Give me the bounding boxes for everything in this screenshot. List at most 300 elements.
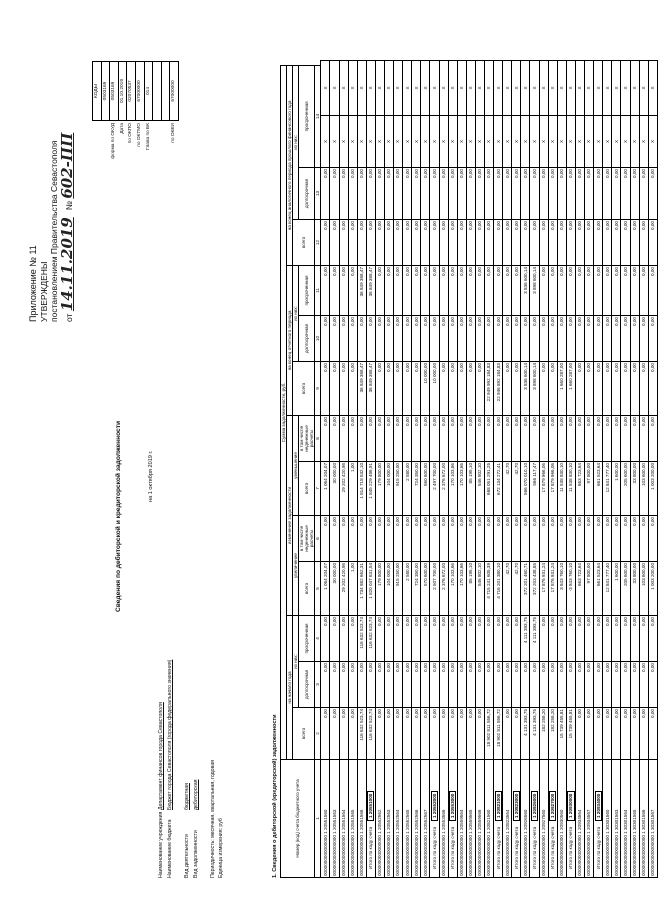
value-cell: 0,00: [566, 516, 575, 562]
value-cell: 1 064 204,07: [321, 462, 330, 516]
value-cell: 0,00: [339, 708, 348, 760]
value-cell: 0,00: [384, 708, 393, 760]
value-cell: 672 134 272,41: [494, 462, 503, 516]
value-cell: 0,00: [594, 362, 603, 416]
value-cell: 0,00: [603, 662, 612, 708]
value-cell: 0,00: [403, 362, 412, 416]
value-cell: 0,00: [412, 220, 421, 266]
header-increase-noncash: в том числе неденежные расчеты: [299, 516, 315, 562]
value-cell: 0,00: [357, 516, 366, 562]
value-cell: 0,00: [585, 616, 594, 662]
value-cell: 0,00: [548, 516, 557, 562]
value-cell: 0,00: [639, 662, 648, 708]
account-cell: [394, 760, 403, 878]
header-start-total: всего: [293, 708, 315, 760]
codes-value: [153, 62, 162, 121]
value-cell: 30 000,00: [330, 562, 339, 616]
header-start-incl: из них:: [293, 616, 299, 708]
value-cell: 0,00: [521, 662, 530, 708]
account-text: 0000000000000000 1 20552565: [404, 809, 410, 876]
table-row: [394, 61, 403, 878]
account-cell: [330, 760, 339, 878]
value-cell: 0,00: [530, 416, 539, 462]
value-cell: 0,00: [594, 266, 603, 316]
value-cell: 0,00: [466, 416, 475, 462]
value-cell: 0,00: [485, 220, 494, 266]
value-cell: X: [630, 116, 639, 168]
value-cell: 29 202 420,98: [339, 462, 348, 516]
table-row: [403, 61, 412, 878]
table-total-row: [548, 61, 557, 878]
value-cell: 0,00: [339, 220, 348, 266]
value-cell: 0,00: [348, 708, 357, 760]
value-cell: 0,00: [594, 316, 603, 362]
codes-row: [161, 62, 170, 207]
value-cell: 11 538 830,10: [557, 462, 566, 516]
account-code-box: 1 20821000: [495, 791, 502, 821]
value-cell: 1 814 718 532,10: [357, 462, 366, 516]
value-cell: 12 841 777,40: [603, 562, 612, 616]
value-cell: 0,00: [630, 708, 639, 760]
value-cell: 1 064 204,07: [321, 562, 330, 616]
account-cell: [485, 760, 494, 878]
value-cell: 0,00: [403, 220, 412, 266]
account-text: 0000000000000000 1 20823564: [504, 809, 510, 876]
value-cell: 1 820 047 631,54: [366, 562, 375, 616]
value-cell: 0,00: [594, 416, 603, 462]
value-cell: 4 716 201 380,10: [494, 562, 503, 616]
value-cell: X: [466, 61, 475, 116]
info-label: Периодичность: месячная, квартальная, годовая: [209, 760, 216, 878]
value-cell: 0,00: [430, 220, 439, 266]
value-cell: 0,00: [648, 416, 657, 462]
table-row: [612, 61, 621, 878]
value-cell: 0,00: [475, 316, 484, 362]
value-cell: 17 879 966,06: [548, 462, 557, 516]
value-cell: X: [575, 61, 584, 116]
value-cell: 0,00: [566, 168, 575, 220]
account-text: 0000000000000000 1 20559565: [468, 809, 474, 876]
value-cell: X: [548, 116, 557, 168]
value-cell: 0,00: [639, 416, 648, 462]
value-cell: 0,00: [485, 316, 494, 362]
value-cell: X: [366, 116, 375, 168]
value-cell: 0,00: [639, 168, 648, 220]
value-cell: 0,00: [430, 168, 439, 220]
table-row: [639, 61, 648, 878]
value-cell: 3 898 600,14: [530, 266, 539, 316]
value-cell: 0,00: [512, 516, 521, 562]
value-cell: 0,00: [339, 416, 348, 462]
account-text: 0000000000000000 1 20552562: [377, 809, 383, 876]
value-cell: X: [485, 116, 494, 168]
value-cell: 0,00: [430, 616, 439, 662]
value-cell: 0,00: [566, 266, 575, 316]
value-cell: 0,00: [394, 416, 403, 462]
value-cell: X: [575, 116, 584, 168]
value-cell: X: [639, 116, 648, 168]
header-start-long: долгосрочная: [299, 662, 315, 708]
value-cell: X: [494, 61, 503, 116]
value-cell: 0,00: [348, 616, 357, 662]
value-cell: X: [539, 116, 548, 168]
value-cell: X: [339, 61, 348, 116]
account-text: 0000000000000000 1 20551560: [322, 809, 328, 876]
table-row: [375, 61, 384, 878]
value-cell: 36 849 368,47: [366, 266, 375, 316]
value-cell: 0,00: [521, 516, 530, 562]
codes-label: Дата: [119, 123, 125, 134]
decree-number: 602-ПП: [57, 132, 76, 199]
account-text: 0000000000000000 1 20552564: [395, 809, 401, 876]
value-cell: 0,00: [384, 616, 393, 662]
value-cell: 0,00: [594, 616, 603, 662]
account-text: 0000000000000000 1 20551566: [359, 809, 365, 876]
value-cell: 0,00: [412, 516, 421, 562]
table-row: [384, 61, 393, 878]
column-number: 5: [315, 562, 321, 616]
value-cell: 0,00: [575, 708, 584, 760]
value-cell: 205 600,00: [621, 562, 630, 616]
account-cell: [539, 760, 548, 878]
value-cell: 18 902 811 556,72: [485, 708, 494, 760]
codes-value: 01.10.2019: [118, 62, 127, 121]
value-cell: 0,00: [384, 266, 393, 316]
codes-label: [153, 121, 162, 207]
value-cell: 0,00: [575, 516, 584, 562]
value-cell: 0,00: [485, 662, 494, 708]
value-cell: 0,00: [357, 316, 366, 362]
value-cell: 1,00: [348, 462, 357, 516]
value-cell: 42,70: [503, 462, 512, 516]
value-cell: 0,00: [357, 168, 366, 220]
column-number: 11: [315, 266, 321, 316]
value-cell: 0,00: [557, 168, 566, 220]
value-cell: 0,00: [639, 616, 648, 662]
value-cell: 0,00: [521, 220, 530, 266]
value-cell: 0,00: [630, 416, 639, 462]
account-text: 0000000000000000 1 20934564: [577, 809, 583, 876]
value-cell: 0,00: [348, 266, 357, 316]
value-cell: 0,00: [566, 316, 575, 362]
value-cell: 724 350,00: [412, 462, 421, 516]
codes-label: форма по ОКУД: [111, 123, 117, 159]
account-cell: [375, 760, 384, 878]
value-cell: 0,00: [557, 616, 566, 662]
value-cell: 566 070 010,10: [521, 462, 530, 516]
value-cell: 372 203 438,85: [530, 562, 539, 616]
value-cell: 0,00: [366, 516, 375, 562]
value-cell: 0,00: [503, 220, 512, 266]
account-text: Итого по коду счета: [513, 826, 519, 869]
value-cell: 0,00: [330, 266, 339, 316]
value-cell: 0,00: [439, 316, 448, 362]
value-cell: X: [557, 116, 566, 168]
codes-row: [144, 62, 153, 207]
account-code-box: 1 20927000: [549, 791, 556, 821]
value-cell: 0,00: [503, 316, 512, 362]
column-number: 2: [315, 708, 321, 760]
value-cell: 0,00: [612, 708, 621, 760]
value-cell: 0,00: [612, 662, 621, 708]
account-text: 0000000000000000 1 30301560: [604, 809, 610, 876]
value-cell: 85 195,10: [466, 562, 475, 616]
table-total-row: [494, 61, 503, 878]
value-cell: 0,00: [321, 516, 330, 562]
value-cell: 0,00: [621, 662, 630, 708]
value-cell: X: [466, 116, 475, 168]
value-cell: 0,00: [403, 316, 412, 362]
value-cell: 0,00: [566, 616, 575, 662]
account-cell: [439, 760, 448, 878]
value-cell: 0,00: [648, 516, 657, 562]
column-number: 7: [315, 462, 321, 516]
account-code-box: 1 20930000: [567, 791, 574, 821]
info-value: Департамент финансов города Севастополя: [158, 702, 165, 810]
value-cell: -3 843 760,10: [566, 562, 575, 616]
value-cell: 104 000,00: [384, 562, 393, 616]
table-row: [603, 61, 612, 878]
value-cell: 0,00: [466, 266, 475, 316]
account-cell: [557, 760, 566, 878]
value-cell: 3 898 600,14: [530, 362, 539, 416]
table-row: [557, 61, 566, 878]
value-cell: 0,00: [375, 708, 384, 760]
section-title: 1. Сведения о дебиторской (кредиторской) задолженности: [272, 714, 278, 878]
value-cell: 0,00: [330, 662, 339, 708]
value-cell: 0,00: [630, 516, 639, 562]
info-row: [184, 660, 193, 878]
account-cell: [575, 760, 584, 878]
column-number: 8: [315, 416, 321, 462]
value-cell: 0,00: [603, 220, 612, 266]
value-cell: 0,00: [648, 168, 657, 220]
table-total-row: [430, 61, 439, 878]
codes-value: 67000000: [170, 62, 179, 121]
value-cell: 0,00: [339, 316, 348, 362]
account-code-box: 1 20551000: [367, 791, 374, 821]
account-cell: [530, 760, 539, 878]
value-cell: 663 723,64: [575, 562, 584, 616]
value-cell: 0,00: [384, 168, 393, 220]
value-cell: 0,00: [548, 220, 557, 266]
value-cell: 0,00: [330, 616, 339, 662]
value-cell: 0,00: [394, 362, 403, 416]
value-cell: X: [521, 61, 530, 116]
value-cell: 104 000,00: [384, 462, 393, 516]
table-row: [539, 61, 548, 878]
value-cell: 15 739 455,81: [566, 708, 575, 760]
value-cell: 2 497 700,00: [430, 462, 439, 516]
table-row: [439, 61, 448, 878]
value-cell: 0,00: [612, 316, 621, 362]
header-start-overdue: просроченная: [299, 616, 315, 662]
value-cell: 0,00: [630, 168, 639, 220]
value-cell: 0,00: [412, 168, 421, 220]
value-cell: 0,00: [466, 316, 475, 362]
account-text: 0000000000000000 1 20551563: [331, 809, 337, 876]
value-cell: 0,00: [412, 416, 421, 462]
value-cell: 15 739 455,81: [557, 708, 566, 760]
value-cell: 0,00: [539, 616, 548, 662]
value-cell: 0,00: [394, 266, 403, 316]
value-cell: 1,00: [348, 562, 357, 616]
value-cell: 36 849 368,47: [366, 362, 375, 416]
table-row: [621, 61, 630, 878]
value-cell: 97 800,00: [585, 462, 594, 516]
value-cell: 0,00: [566, 662, 575, 708]
value-cell: 0,00: [485, 516, 494, 562]
value-cell: 0,00: [357, 220, 366, 266]
value-cell: X: [594, 61, 603, 116]
value-cell: 0,00: [412, 266, 421, 316]
value-cell: 0,00: [594, 516, 603, 562]
value-cell: 3 843 760,10: [557, 562, 566, 616]
approved-label: УТВЕРЖДЕНЫ: [38, 261, 49, 322]
value-cell: 0,00: [621, 616, 630, 662]
value-cell: 0,00: [330, 168, 339, 220]
value-cell: 0,00: [648, 708, 657, 760]
value-cell: 0,00: [421, 708, 430, 760]
value-cell: 0,00: [648, 662, 657, 708]
value-cell: 0,00: [466, 516, 475, 562]
account-cell: [494, 760, 503, 878]
value-cell: X: [384, 116, 393, 168]
value-cell: 0,00: [412, 362, 421, 416]
value-cell: 0,00: [403, 662, 412, 708]
value-cell: 0,00: [494, 662, 503, 708]
value-cell: 0,00: [639, 266, 648, 316]
account-cell: [612, 760, 621, 878]
value-cell: 0,00: [321, 362, 330, 416]
table-row: [475, 61, 484, 878]
account-cell: [321, 760, 330, 878]
debt-table: [280, 60, 658, 878]
value-cell: 0,00: [612, 362, 621, 416]
value-cell: 0,00: [557, 416, 566, 462]
value-cell: 29 202 420,98: [339, 562, 348, 616]
table-total-row: [594, 61, 603, 878]
value-cell: 2 507 700,00: [430, 562, 439, 616]
value-cell: 22 946 892 184,83: [494, 362, 503, 416]
value-cell: 0,00: [512, 662, 521, 708]
info-row: [218, 660, 227, 878]
value-cell: 0,00: [475, 168, 484, 220]
table-row: [348, 61, 357, 878]
account-cell: [475, 760, 484, 878]
value-cell: 0,00: [639, 708, 648, 760]
value-cell: 0,00: [575, 416, 584, 462]
value-cell: X: [630, 61, 639, 116]
value-cell: 0,00: [585, 362, 594, 416]
report-date: на 1 октября 2019 г.: [148, 450, 154, 502]
value-cell: 0,00: [357, 416, 366, 462]
value-cell: 0,00: [503, 516, 512, 562]
value-cell: 0,00: [630, 616, 639, 662]
value-cell: 0,00: [421, 416, 430, 462]
account-text: 0000000000000000 1 20552567: [422, 809, 428, 876]
account-text: 0000000000000000 1 30301565: [631, 809, 637, 876]
value-cell: 0,00: [366, 416, 375, 462]
value-cell: 0,00: [612, 416, 621, 462]
account-text: 0000000000000000 1 20559566: [477, 809, 483, 876]
value-cell: 0,00: [348, 316, 357, 362]
header-sum: Сумма задолженности, руб.: [281, 65, 287, 759]
account-text: 0000000000000000 1 20926560: [522, 809, 528, 876]
value-cell: 0,00: [621, 708, 630, 760]
value-cell: 22 949 992 184,83: [485, 362, 494, 416]
value-cell: 0,00: [339, 362, 348, 416]
value-cell: 0,00: [621, 362, 630, 416]
value-cell: 0,00: [466, 220, 475, 266]
value-cell: 0,00: [375, 616, 384, 662]
value-cell: 0,00: [594, 662, 603, 708]
value-cell: X: [366, 61, 375, 116]
value-cell: 0,00: [457, 220, 466, 266]
value-cell: 182 258,20: [539, 708, 548, 760]
table-row: [357, 61, 366, 878]
value-cell: 915 250,00: [394, 562, 403, 616]
value-cell: 0,00: [321, 616, 330, 662]
value-cell: 170 103,66: [448, 462, 457, 516]
value-cell: 0,00: [375, 168, 384, 220]
value-cell: 0,00: [448, 362, 457, 416]
value-cell: X: [421, 116, 430, 168]
rotated-sheet: [20, 37, 656, 882]
value-cell: 12 841 777,40: [603, 462, 612, 516]
value-cell: 0,00: [412, 316, 421, 362]
value-cell: 0,00: [430, 266, 439, 316]
value-cell: X: [648, 116, 657, 168]
value-cell: 0,00: [630, 362, 639, 416]
value-cell: X: [494, 116, 503, 168]
value-cell: 170 103,66: [457, 562, 466, 616]
account-text: 0000000000000000 1 30301567: [650, 809, 656, 876]
value-cell: 0,00: [630, 266, 639, 316]
table-row: [466, 61, 475, 878]
value-cell: 0,00: [612, 266, 621, 316]
codes-label: Глава по БК: [145, 123, 151, 150]
value-cell: 0,00: [603, 316, 612, 362]
value-cell: 0,00: [557, 220, 566, 266]
value-cell: X: [521, 116, 530, 168]
table-row: [421, 61, 430, 878]
header-prev-total: всего: [293, 220, 315, 266]
info-value: бюджетная: [184, 783, 191, 810]
value-cell: 0,00: [585, 416, 594, 462]
info-row: [192, 660, 201, 878]
value-cell: 4 131 393,75: [530, 708, 539, 760]
account-cell: [566, 760, 575, 878]
value-cell: 0,00: [430, 316, 439, 362]
value-cell: 0,00: [475, 266, 484, 316]
account-cell: [348, 760, 357, 878]
value-cell: X: [412, 116, 421, 168]
value-cell: 0,00: [457, 266, 466, 316]
account-text: 0000000000000000 1 20559564: [459, 809, 465, 876]
value-cell: 0,00: [548, 316, 557, 362]
value-cell: X: [348, 116, 357, 168]
value-cell: 0,00: [403, 708, 412, 760]
value-cell: 17 876 931,24: [548, 562, 557, 616]
value-cell: 0,00: [557, 316, 566, 362]
value-cell: 0,00: [621, 168, 630, 220]
value-cell: 10 000,00: [430, 362, 439, 416]
account-text: Итого по коду счета: [568, 826, 574, 869]
value-cell: 42,70: [512, 562, 521, 616]
value-cell: 0,00: [585, 516, 594, 562]
value-cell: 0,00: [339, 168, 348, 220]
